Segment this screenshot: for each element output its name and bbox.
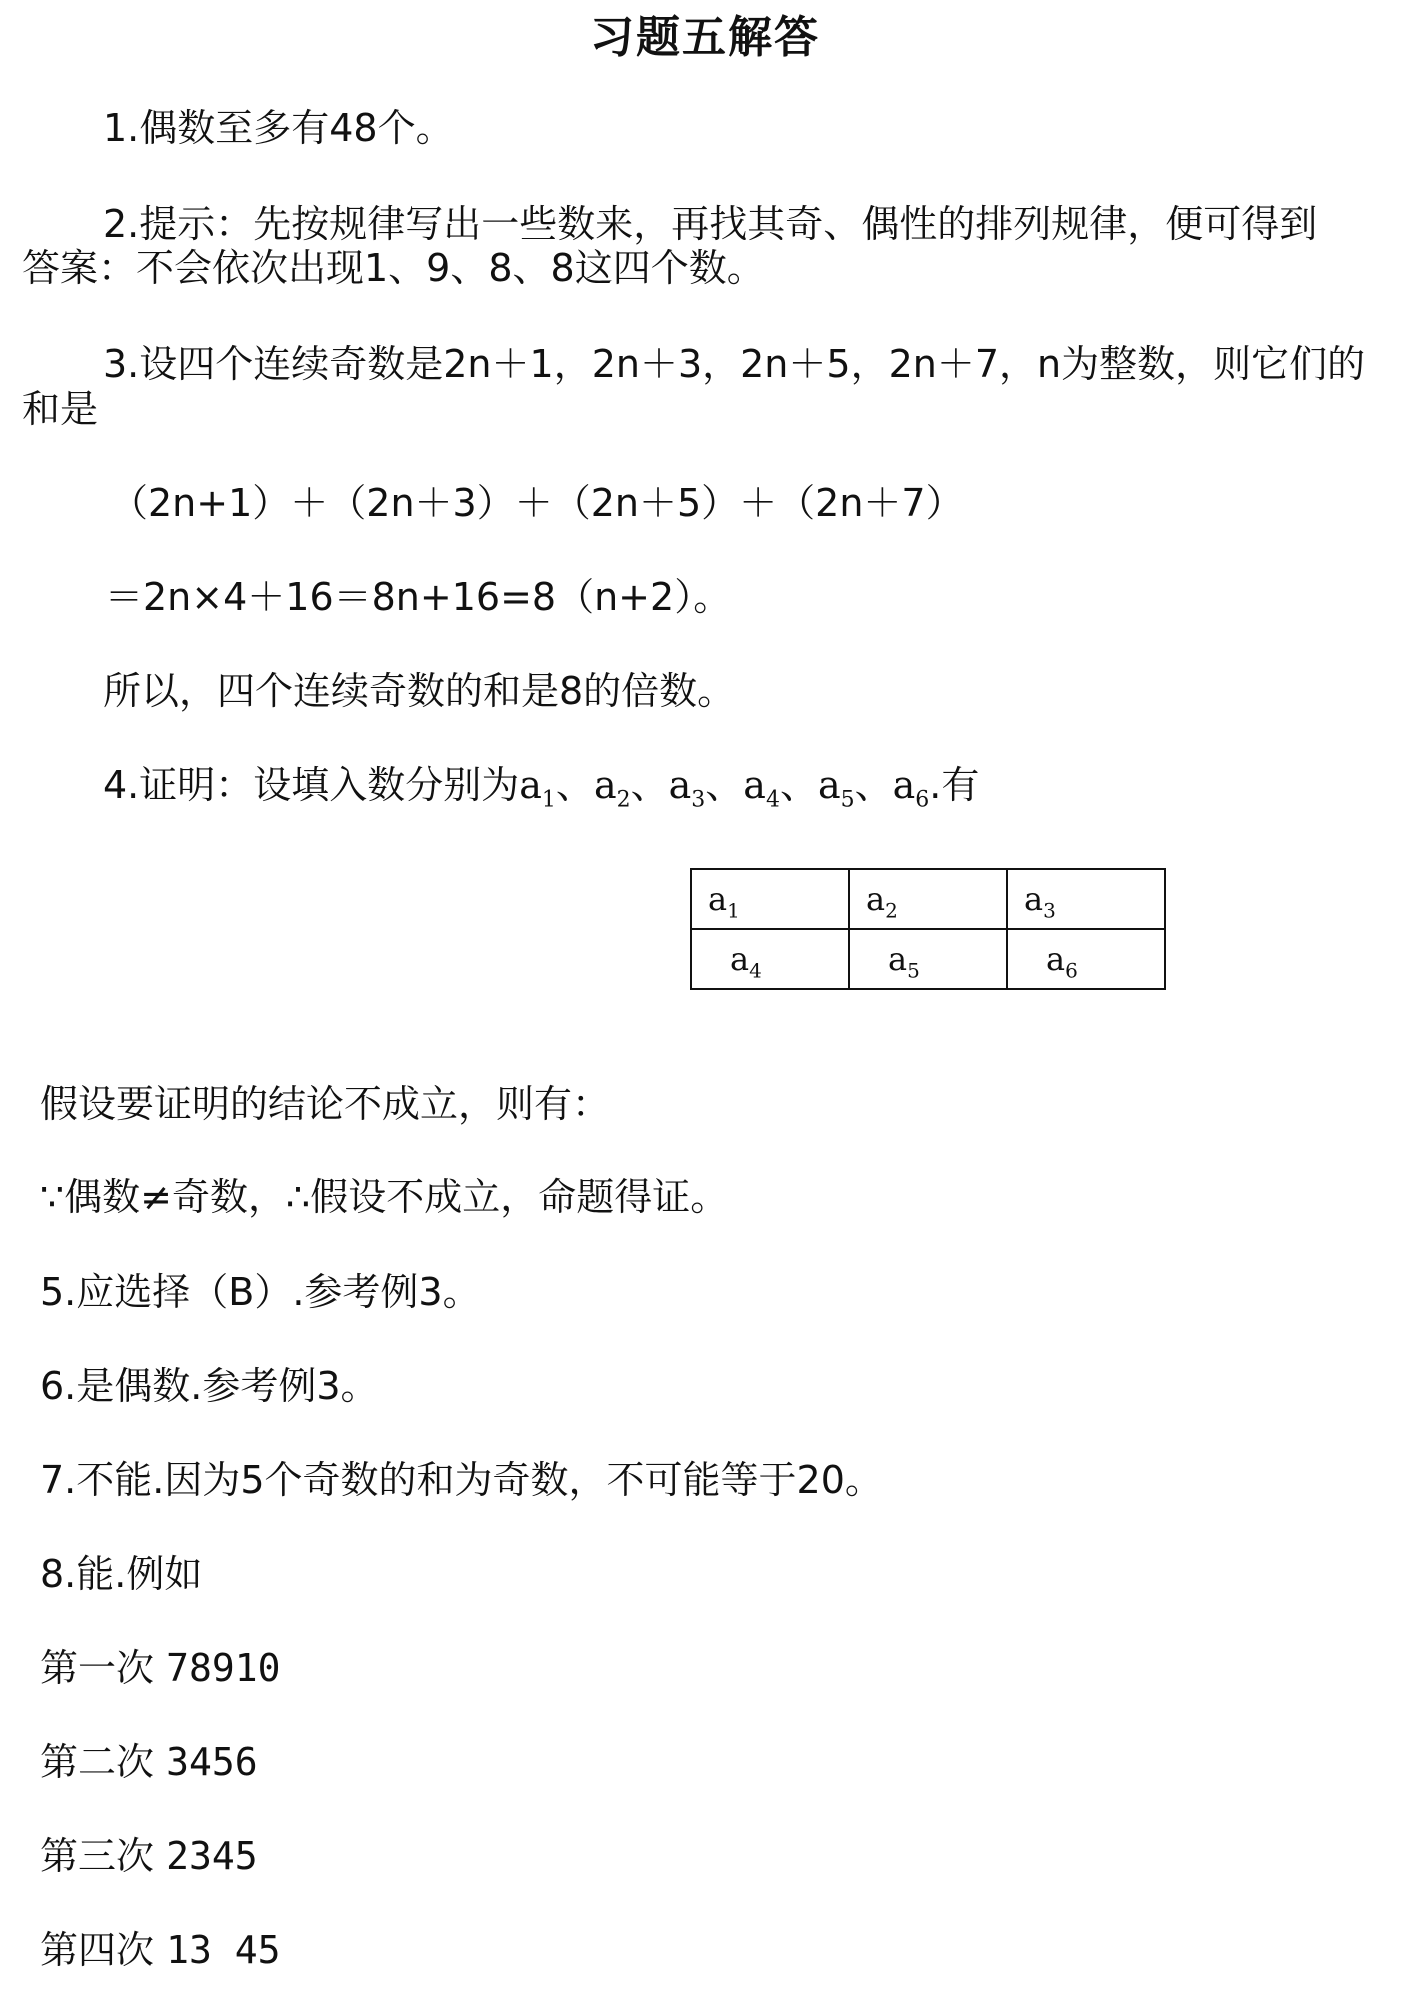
grid-cell: $a_2$ [849, 869, 1007, 929]
grid-cell: $a_1$ [691, 869, 849, 929]
step-label: 第一次 [40, 1646, 155, 1690]
answer-4-intro-text: 4.证明：设填入数分别为 [103, 763, 520, 807]
step-value: 78910 [166, 1646, 281, 1690]
answer-4-assumption: 假设要证明的结论不成立，则有： [40, 1082, 611, 1126]
variable-a: $a_3$ [668, 763, 706, 813]
answer-4-variables [519, 763, 930, 813]
answer-4-intro-line [103, 763, 980, 813]
step-row [40, 1646, 281, 1690]
step-label: 第三次 [40, 1834, 155, 1878]
separator: 、 [630, 763, 669, 807]
step-label: 第四次 [40, 1928, 155, 1972]
grid-row [691, 869, 1165, 929]
step-value: 3456 [166, 1740, 258, 1784]
variable-a: $a_2$ [593, 763, 631, 813]
variable-a: $a_1$ [519, 763, 556, 813]
step-row [40, 1928, 281, 1972]
separator: 、 [705, 763, 744, 807]
answer-3-expression-1: （2n+1）＋（2n＋3）＋（2n＋5）＋（2n＋7） [110, 481, 964, 525]
answer-3-conclusion: 所以，四个连续奇数的和是8的倍数。 [103, 669, 736, 713]
grid-cell: $a_5$ [849, 929, 1007, 989]
answer-1: 1.偶数至多有48个。 [103, 106, 454, 150]
grid-cell: $a_4$ [691, 929, 849, 989]
answer-5: 5.应选择（B）.参考例3。 [40, 1270, 481, 1314]
answer-3-line-1: 3.设四个连续奇数是2n＋1，2n＋3，2n＋5，2n＋7，n为整数，则它们的 [103, 342, 1366, 386]
separator: 、 [555, 763, 594, 807]
step-value: 2345 [166, 1834, 258, 1878]
separator: 、 [854, 763, 893, 807]
grid-cell: $a_3$ [1007, 869, 1165, 929]
number-grid [690, 868, 1166, 990]
document-title: 习题五解答 [590, 12, 820, 63]
grid-row [691, 929, 1165, 989]
answer-6: 6.是偶数.参考例3。 [40, 1364, 379, 1408]
grid-cell: $a_6$ [1007, 929, 1165, 989]
separator: 、 [779, 763, 818, 807]
variable-a: $a_5$ [817, 763, 855, 813]
step-label: 第二次 [40, 1740, 155, 1784]
answer-7: 7.不能.因为5个奇数的和为奇数，不可能等于20。 [40, 1458, 883, 1502]
step-row [40, 1740, 258, 1784]
answer-4-conclusion: ∵偶数≠奇数，∴假设不成立，命题得证。 [40, 1175, 729, 1219]
step-row [40, 1834, 258, 1878]
variable-a: $a_4$ [743, 763, 780, 813]
answer-2-line-2: 答案：不会依次出现1、9、8、8这四个数。 [22, 246, 765, 290]
answer-3-expression-2: ＝2n×4＋16＝8n+16=8（n+2）。 [105, 575, 732, 619]
answer-8: 8.能.例如 [40, 1552, 203, 1596]
answer-4-tail-text: .有 [929, 763, 980, 807]
variable-a: $a_6$ [892, 763, 930, 813]
answer-2-line-1: 2.提示：先按规律写出一些数来，再找其奇、偶性的排列规律，便可得到 [103, 202, 1318, 246]
answer-3-line-2: 和是 [22, 387, 99, 431]
step-value: 13 45 [166, 1928, 281, 1972]
